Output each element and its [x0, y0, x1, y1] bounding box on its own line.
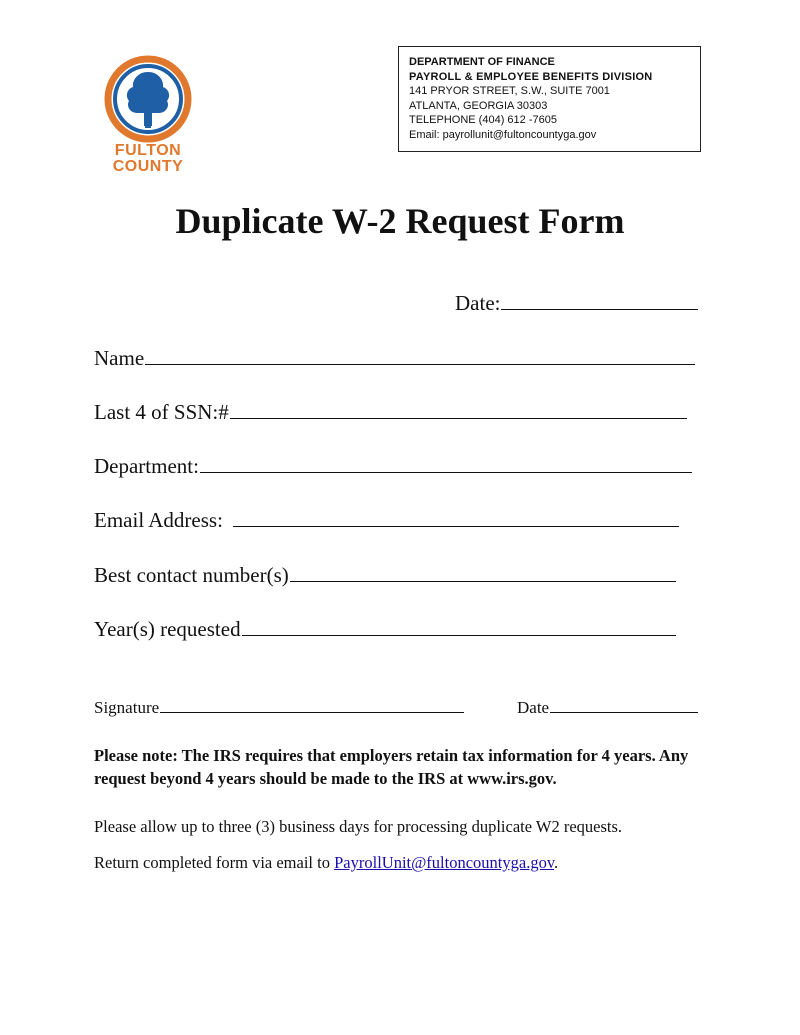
date-label: Date: — [455, 291, 501, 315]
telephone: TELEPHONE (404) 612 -7605 — [409, 114, 557, 126]
page-title: Duplicate W-2 Request Form — [175, 201, 625, 241]
ssn-line[interactable] — [230, 398, 687, 419]
irs-note: Please note: The IRS requires that employers retain tax information for 4 years. Any request beyond 4 years should be made to the IRS at www.irs.gov. — [94, 746, 689, 788]
name-line[interactable] — [145, 344, 695, 365]
years-line[interactable] — [242, 615, 676, 636]
department-email: Email: payrollunit@fultoncountyga.gov — [409, 128, 597, 141]
name-label: Name — [94, 346, 145, 370]
years-label: Year(s) requested — [94, 617, 241, 641]
address-line-1: 141 PRYOR STREET, S.W., SUITE 7001 — [409, 85, 610, 97]
department-info-box — [398, 46, 701, 152]
name-field[interactable] — [94, 344, 695, 371]
years-field[interactable] — [94, 615, 676, 642]
department-name: DEPARTMENT OF FINANCE — [409, 56, 555, 68]
division-name: PAYROLL & EMPLOYEE BENEFITS DIVISION — [409, 70, 653, 83]
signature-label: Signature — [94, 698, 160, 717]
contact-label: Best contact number(s) — [94, 563, 289, 587]
signature-date-field[interactable] — [517, 696, 698, 718]
date-field[interactable] — [455, 289, 698, 316]
signature-line[interactable] — [160, 696, 464, 713]
department-field[interactable] — [94, 452, 692, 479]
address-line-2: ATLANTA, GEORGIA 30303 — [409, 99, 548, 112]
tree-seal-icon — [100, 54, 196, 150]
email-label: Email Address: — [94, 508, 223, 532]
logo-line-fulton: FULTON — [114, 142, 182, 159]
fulton-county-logo — [100, 54, 196, 178]
ssn-label: Last 4 of SSN:# — [94, 400, 229, 424]
email-line[interactable] — [233, 506, 679, 527]
contact-field[interactable] — [94, 561, 676, 588]
signature-date-label: Date — [517, 698, 550, 717]
ssn-field[interactable] — [94, 398, 687, 425]
logo-line-county: COUNTY — [112, 158, 184, 175]
return-end: . — [554, 853, 559, 872]
signature-date-line[interactable] — [550, 696, 698, 713]
payroll-email-link[interactable]: PayrollUnit@fultoncountyga.gov — [334, 853, 554, 872]
return-info — [94, 853, 558, 873]
processing-info: Please allow up to three (3) business days for processing duplicate W2 requests. — [94, 817, 623, 836]
department-label: Department: — [94, 454, 199, 478]
department-line[interactable] — [200, 452, 692, 473]
date-line[interactable] — [501, 289, 698, 310]
signature-field[interactable] — [94, 696, 464, 718]
email-field[interactable] — [94, 506, 679, 533]
contact-line[interactable] — [290, 561, 676, 582]
return-text: Return completed form via email to — [94, 853, 335, 872]
